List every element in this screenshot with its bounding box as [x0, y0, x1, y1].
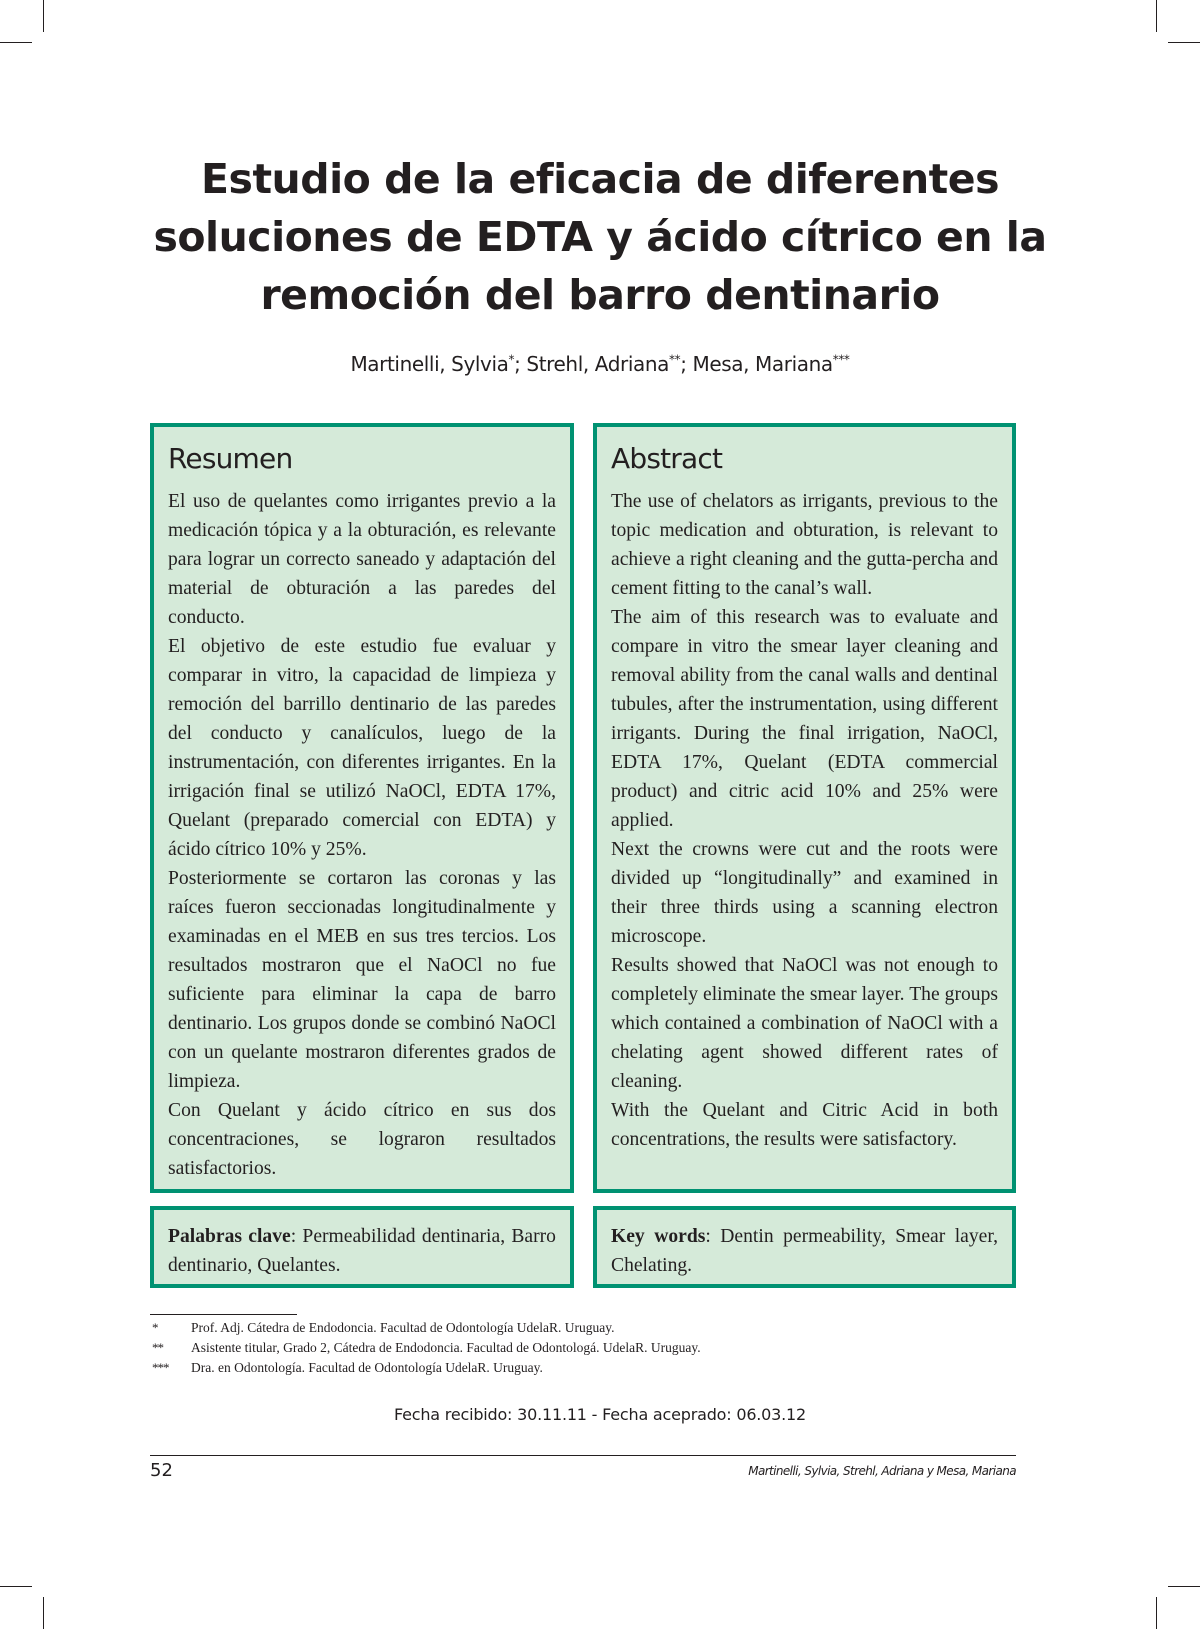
author-name: ; Strehl, Adriana [514, 352, 669, 376]
article-title [100, 150, 1100, 324]
crop-mark [0, 1586, 32, 1587]
abstract-box [593, 423, 1016, 1193]
resumen-paragraph: El uso de quelantes como irrigantes previo a la medicación tópica y a la obturación, es relevante para lograr un correcto saneado y adaptación del material de obturación a las paredes del conducto. [168, 491, 556, 628]
resumen-paragraph: Posteriormente se cortaron las coronas y las raíces fueron seccionadas longitudinalmente y examinadas en el MEB en sus tres tercios. Los resultados mostraron que el NaOCl no fue suficiente para eliminar la capa de barro dentinario. Los grupos donde se combinó NaOCl con un quelante mostraron diferentes grados de limpieza. [168, 868, 556, 1092]
author-name: ; Mesa, Mariana [680, 352, 833, 376]
abstract-paragraph: With the Quelant and Citric Acid in both concentrations, the results were satisfactory. [611, 1100, 998, 1150]
resumen-box [150, 423, 574, 1193]
author-name: Martinelli, Sylvia [350, 352, 509, 376]
crop-mark [1168, 1586, 1200, 1587]
footnotes [150, 1318, 850, 1378]
crop-mark [1156, 1597, 1157, 1629]
keywords-es [168, 1222, 556, 1280]
resumen-heading: Resumen [168, 442, 293, 475]
crop-mark [1156, 0, 1157, 32]
footnote-text: Asistente titular, Grado 2, Cátedra de Endodoncia. Facultad de Odontologá. UdelaR. Uruguay. [191, 1340, 701, 1355]
keywords-es-box [150, 1206, 574, 1288]
footnote [150, 1338, 850, 1358]
footnote-mark: * [152, 1320, 158, 1335]
crop-mark [43, 0, 44, 32]
running-footer: Martinelli, Sylvia, Strehl, Adriana y Mesa, Mariana [748, 1464, 1016, 1478]
footnote-text: Dra. en Odontología. Facultad de Odontología UdelaR. Uruguay. [191, 1360, 543, 1375]
footnote [150, 1358, 850, 1378]
crop-mark [0, 42, 32, 43]
abstract-paragraph: Next the crowns were cut and the roots were divided up “longitudinally” and examined in their three thirds using a scanning electron microscope. [611, 839, 998, 947]
crop-mark [1168, 42, 1200, 43]
footnote-text: Prof. Adj. Cátedra de Endodoncia. Facultad de Odontología UdelaR. Uruguay. [191, 1320, 615, 1335]
footnote [150, 1318, 850, 1338]
footnote-divider [150, 1314, 297, 1315]
keywords-es-label: Palabras clave [168, 1226, 291, 1247]
author-affiliation-mark: * [508, 352, 515, 367]
title-line: soluciones de EDTA y ácido cítrico en la [153, 213, 1047, 261]
received-accepted-dates: Fecha recibido: 30.11.11 - Fecha aceprado: 06.03.12 [394, 1405, 806, 1424]
title-line: Estudio de la eficacia de diferentes [201, 155, 999, 203]
keywords-en [611, 1222, 998, 1280]
abstract-paragraph: The aim of this research was to evaluate and compare in vitro the smear layer cleaning and removal ability from the canal walls and dentinal tubules, after the instrumentation, using different irrigants. During the final irrigation, NaOCl, EDTA 17%, Quelant (EDTA commercial product) and citric acid 10% and 25% were applied. [611, 607, 998, 831]
footnote-mark: *** [152, 1360, 169, 1375]
resumen-paragraph: El objetivo de este estudio fue evaluar y comparar in vitro, la capacidad de limpieza y remoción del barrillo dentinario de las paredes del conducto y canalículos, luego de la instrumentación, con diferentes irrigantes. En la irrigación final se utilizó NaOCl, EDTA 17%, Quelant (preparado comercial con EDTA) y ácido cítrico 10% y 25%. [168, 636, 556, 860]
crop-mark [43, 1597, 44, 1629]
resumen-paragraph: Con Quelant y ácido cítrico en sus dos concentraciones, se lograron resultados satisfactorios. [168, 1100, 556, 1179]
footer-divider [150, 1455, 1016, 1456]
title-line: remoción del barro dentinario [260, 271, 940, 319]
keywords-en-text: : Dentin permeability, Smear layer, Chelating. [611, 1226, 998, 1276]
author-list [100, 352, 1100, 376]
footnote-mark: ** [152, 1340, 163, 1355]
author-affiliation-mark: *** [832, 352, 850, 367]
keywords-en-box [593, 1206, 1016, 1288]
keywords-es-text: : Permeabilidad dentinaria, Barro dentinario, Quelantes. [168, 1226, 556, 1276]
page-number: 52 [150, 1460, 173, 1481]
abstract-heading: Abstract [611, 442, 723, 475]
author-affiliation-mark: ** [668, 352, 681, 367]
keywords-en-label: Key words [611, 1226, 706, 1247]
abstract-paragraph: The use of chelators as irrigants, previous to the topic medication and obturation, is relevant to achieve a right cleaning and the gutta-percha and cement fitting to the canal’s wall. [611, 491, 998, 599]
abstract-paragraph: Results showed that NaOCl was not enough to completely eliminate the smear layer. The groups which contained a combination of NaOCl with a chelating agent showed different rates of cleaning. [611, 955, 998, 1092]
